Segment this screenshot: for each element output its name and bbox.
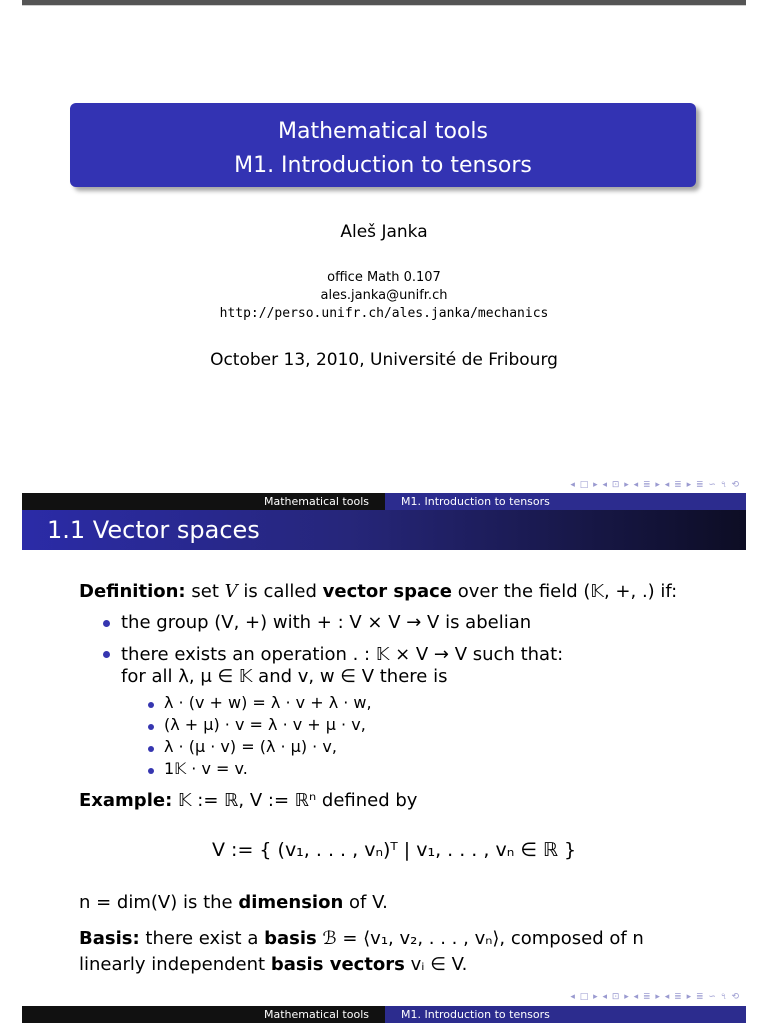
bullet-2-cont: for all λ, μ ∈ 𝕂 and v, w ∈ V there is: [121, 666, 448, 687]
dim-text-b: of V.: [349, 892, 388, 913]
def-text-a: set: [191, 581, 219, 602]
sub-bullet-icon: [148, 768, 154, 774]
definition-label: Definition:: [79, 581, 186, 602]
sub-item-1: λ · (v + w) = λ · v + λ · w,: [164, 693, 372, 712]
sub-bullet-icon: [148, 724, 154, 730]
sub-item-2: (λ + μ) · v = λ · v + μ · v,: [164, 715, 366, 734]
bullet-1: the group (V, +) with + : V × V → V is abelian: [121, 612, 532, 633]
office: office Math 0.107: [327, 270, 441, 285]
email: ales.janka@unifr.ch: [320, 288, 448, 303]
def-text-b: V: [224, 581, 238, 602]
bullet-icon: [103, 620, 110, 627]
sub-bullet-icon: [148, 746, 154, 752]
basis-text-d: vᵢ ∈ V.: [410, 954, 468, 975]
basis-text-b: ℬ = ⟨v₁, v₂, . . . , vₙ⟩, composed of n: [322, 928, 644, 949]
bullet-2: there exists an operation . : 𝕂 × V → V such that:: [121, 644, 564, 665]
top-rule-shadow: [22, 5, 746, 6]
example-text: 𝕂 := ℝ, V := ℝⁿ defined by: [178, 790, 418, 811]
title-box: [70, 103, 696, 187]
sub-bullet-icon: [148, 702, 154, 708]
header-left: Mathematical tools: [22, 493, 385, 510]
basis-label: Basis:: [79, 928, 140, 949]
url-link[interactable]: http://perso.unifr.ch/ales.janka/mechanics: [219, 306, 549, 321]
bullet-icon: [103, 651, 110, 658]
dimension-line: [79, 892, 388, 913]
def-text-c: is called: [243, 581, 317, 602]
dim-bold: dimension: [238, 892, 344, 913]
footer-right: M1. Introduction to tensors: [385, 1006, 746, 1023]
author: Aleš Janka: [340, 222, 428, 242]
nav-symbols-bottom[interactable]: ◂ □ ▸ ◂ ⊡ ▸ ◂ ≣ ▸ ◂ ≣ ▸ ≣ ∽ ৭ ⟲: [570, 992, 740, 1002]
basis-line-2: [79, 954, 467, 975]
sub-item-4: 1𝕂 · v = v.: [164, 759, 248, 778]
date-venue: October 13, 2010, Université de Fribourg: [210, 350, 558, 370]
basis-bold-2: basis vectors: [270, 954, 405, 975]
title-line-2: M1. Introduction to tensors: [234, 153, 532, 178]
sub-item-3: λ · (μ · v) = (λ · μ) · v,: [164, 737, 337, 756]
example-line: [79, 790, 417, 811]
contact-block: [0, 269, 768, 323]
frame-title: 1.1 Vector spaces: [22, 510, 746, 550]
example-label: Example:: [79, 790, 173, 811]
footer-bar: [22, 1006, 746, 1023]
title-line-1: Mathematical tools: [277, 119, 489, 144]
nav-symbols[interactable]: ◂ □ ▸ ◂ ⊡ ▸ ◂ ≣ ▸ ◂ ≣ ▸ ≣ ∽ ৭ ⟲: [570, 480, 740, 490]
basis-bold: basis: [264, 928, 317, 949]
footer-left: Mathematical tools: [22, 1006, 385, 1023]
header-right: M1. Introduction to tensors: [385, 493, 746, 510]
basis-text-a: there exist a: [145, 928, 259, 949]
dim-text-a: n = dim(V) is the: [79, 892, 233, 913]
basis-line-1: [79, 928, 644, 949]
header-bar: [22, 493, 746, 510]
def-bold: vector space: [322, 581, 452, 602]
formula: V := { (v₁, . . . , vₙ)ᵀ | v₁, . . . , vₙ ∈ ℝ }: [212, 839, 577, 861]
def-text-d: over the field (𝕂, +, .) if:: [457, 581, 678, 602]
basis-text-c: linearly independent: [79, 954, 266, 975]
definition-line: [79, 581, 677, 602]
